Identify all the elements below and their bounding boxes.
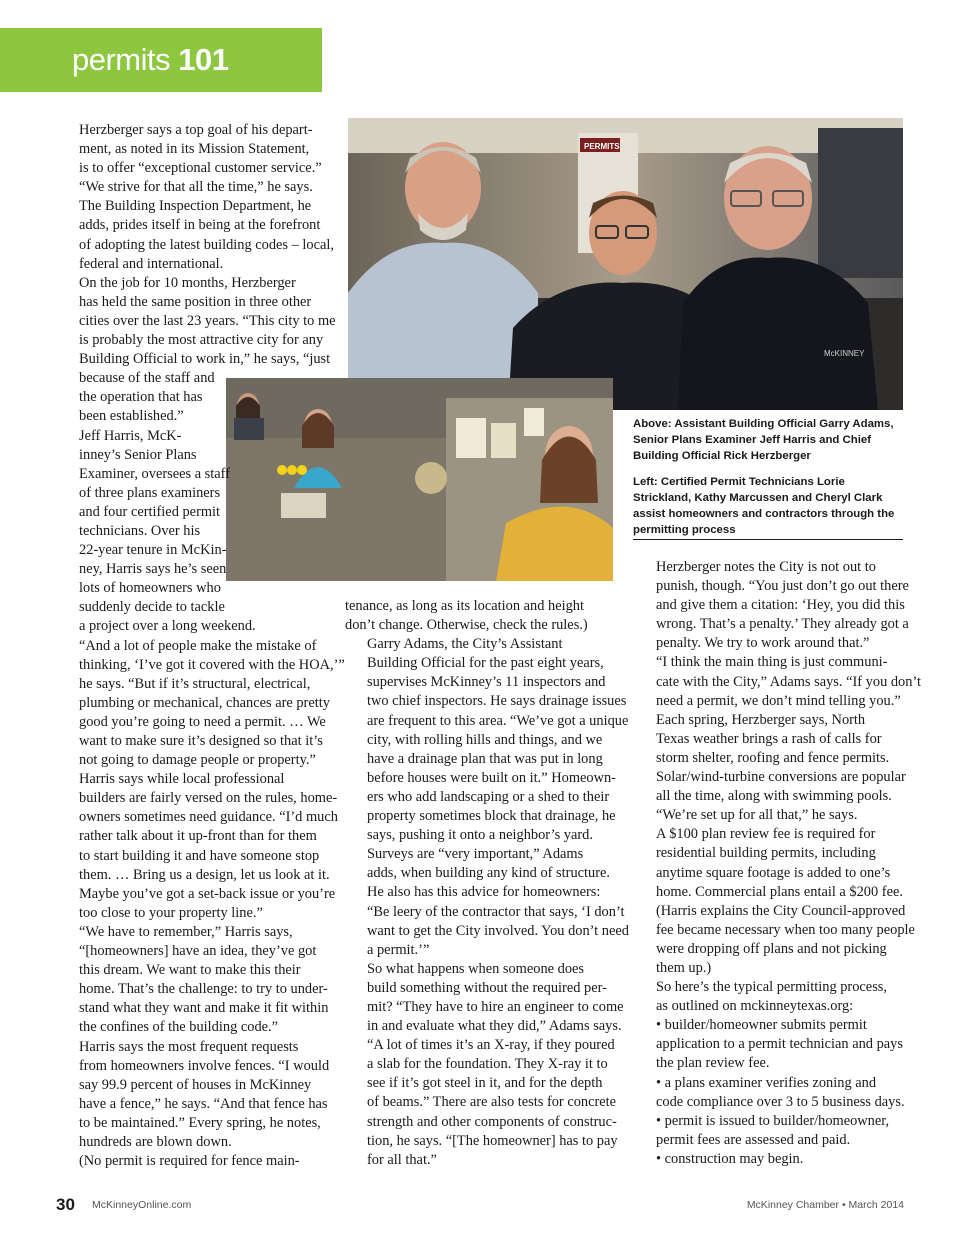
text-line: (Harris explains the City Council-approved <box>656 902 906 919</box>
text-line: suddenly decide to tackle <box>79 599 225 616</box>
text-line: Building Official to work in,” he says, “just <box>79 351 331 368</box>
text-line: say 99.9 percent of houses in McKinney <box>79 1076 312 1093</box>
text-line: and four certified permit <box>79 503 221 520</box>
text-line: (No permit is required for fence main- <box>79 1153 300 1170</box>
text-line: adds, when building any kind of structure. <box>367 865 610 882</box>
text-line: technicians. Over his <box>79 522 201 539</box>
text-line: too close to your property line.” <box>79 904 263 921</box>
text-line: build something without the required per- <box>367 979 607 996</box>
text-line: thinking, ‘I’ve got it covered with the HOA,’” <box>79 656 345 673</box>
paragraph <box>57 1152 327 1171</box>
text-line: supervises McKinney’s 11 inspectors and <box>367 674 606 691</box>
text-line: city, with rolling hills and things, and we <box>367 731 603 748</box>
text-line: for all that.” <box>367 1151 437 1168</box>
text-line: want to get the City involved. You don’t need <box>367 922 629 939</box>
text-line: So here’s the typical permitting process, <box>656 979 887 996</box>
text-line: before houses were built on it.” Homeown- <box>367 769 616 786</box>
text-line: Jeff Harris, McK- <box>79 427 182 444</box>
text-line: “A lot of times it’s an X-ray, if they poured <box>367 1037 615 1054</box>
text-line: cate with the City,” Adams says. “If you don’t <box>656 673 921 690</box>
footer-website: McKinneyOnline.com <box>92 1199 192 1211</box>
paragraph <box>57 637 345 771</box>
paragraph <box>634 825 915 978</box>
text-line: have a fence,” he says. “And that fence has <box>79 1095 328 1112</box>
text-line: 22-year tenure in McKin- <box>79 542 227 559</box>
text-line: inney’s Senior Plans <box>79 446 197 463</box>
text-line: hundreds are blown down. <box>79 1133 232 1150</box>
text-line: says, pushing it onto a neighbor’s yard. <box>367 827 593 844</box>
text-line: don’t change. Otherwise, check the rules.) <box>345 617 588 634</box>
paragraph <box>345 960 624 1170</box>
text-line: to start building it and have someone stop <box>79 847 320 864</box>
text-line: “We have to remember,” Harris says, <box>79 923 293 940</box>
paragraph <box>57 121 334 274</box>
text-line: home. That’s the challenge: to try to under- <box>79 981 328 998</box>
text-line: the confines of the building code.” <box>79 1019 279 1036</box>
caption-divider <box>633 539 903 540</box>
text-line: “[homeowners] have an idea, they’ve got <box>79 943 317 960</box>
text-line: not going to damage people or property.” <box>79 752 316 769</box>
paragraph <box>345 597 620 635</box>
text-line: Texas weather brings a rash of calls for <box>656 730 882 747</box>
text-line: two chief inspectors. He says drainage issues <box>367 693 627 710</box>
text-line: were dropping off plans and not picking <box>656 940 887 957</box>
text-line: wrong. That’s a penalty.’ They already got a <box>656 616 909 633</box>
text-line: Harris says while local professional <box>79 771 285 788</box>
text-line: • builder/homeowner submits permit <box>656 1017 867 1034</box>
text-line: rather talk about it up-front than for them <box>79 828 317 845</box>
text-line: from homeowners involve fences. “I would <box>79 1057 330 1074</box>
text-line: a project over a long weekend. <box>79 618 256 635</box>
text-line: is to offer “exceptional customer service.” <box>79 160 322 177</box>
text-line: Herzberger says a top goal of his depart- <box>79 122 313 138</box>
text-line: “We strive for that all the time,” he says. <box>79 179 313 196</box>
text-line: them up.) <box>656 959 712 976</box>
text-line: has held the same position in three other <box>79 293 312 310</box>
photo-captions <box>633 416 905 548</box>
text-line: property sometimes block that drainage, he <box>367 808 616 825</box>
text-line: because of the staff and <box>79 370 215 387</box>
paragraph <box>345 635 629 845</box>
text-line: penalty. We try to work around that.” <box>656 635 870 652</box>
paragraph <box>57 770 338 923</box>
caption-left-photo: Left: Certified Permit Technicians Lorie Strickland, Kathy Marcussen and Cheryl Clark assist homeowners and contractors through the permitting process <box>633 476 895 536</box>
text-line: tion, he says. “[The homeowner] has to pay <box>367 1132 618 1149</box>
text-line: want to make sure it’s designed so that it’s <box>79 733 323 749</box>
text-line: the operation that has <box>79 389 203 406</box>
text-line: permit fees are assessed and paid. <box>656 1131 851 1148</box>
text-line: strength and other components of construc- <box>367 1113 617 1130</box>
paragraph <box>345 845 629 960</box>
text-line: mit? “They have to hire an engineer to come <box>367 998 624 1015</box>
text-line: A $100 plan review fee is required for <box>656 826 876 843</box>
paragraph <box>57 1038 330 1153</box>
text-line: ney, Harris says he’s seen <box>79 561 227 578</box>
page-number: 30 <box>56 1195 75 1214</box>
text-line: of three plans examiners <box>79 484 221 501</box>
bullet-item <box>634 1074 909 1112</box>
text-line: home. Commercial plans entail a $200 fee. <box>656 883 903 900</box>
section-title-light: permits <box>72 42 171 77</box>
footer-separator: • <box>841 1199 846 1211</box>
text-line: owners sometimes need guidance. “I’d much <box>79 809 338 826</box>
text-line: ment, as noted in its Mission Statement, <box>79 141 310 158</box>
bullet-item <box>634 1150 909 1169</box>
text-line: He also has this advice for homeowners: <box>367 884 601 901</box>
text-line: Surveys are “very important,” Adams <box>367 846 584 863</box>
text-line: Building Official for the past eight years, <box>367 655 604 672</box>
bullet-item <box>634 1112 909 1150</box>
photo-building-officials <box>348 118 903 410</box>
text-line: storm shelter, roofing and fence permits. <box>656 749 890 766</box>
text-line: Harris says the most frequent requests <box>79 1038 299 1055</box>
text-line: Examiner, oversees a staff <box>79 465 230 482</box>
text-line: a permit.’” <box>367 941 430 958</box>
text-line: fee became necessary when too many people <box>656 921 915 938</box>
text-line: good you’re going to need a permit. … We <box>79 713 326 730</box>
text-line: Garry Adams, the City’s Assistant <box>367 636 563 653</box>
article-column-3 <box>634 558 921 1169</box>
text-line: Each spring, Herzberger says, North <box>656 711 866 728</box>
text-line: plumbing or mechanical, chances are pretty <box>79 694 330 711</box>
text-line: stand what they want and make it fit within <box>79 1000 329 1017</box>
article-column-2 <box>345 597 629 1170</box>
bullet-item <box>634 1016 909 1073</box>
text-line: Herzberger notes the City is not out to <box>656 559 876 575</box>
paragraph <box>57 923 327 1038</box>
paragraph <box>57 427 327 637</box>
text-line: “And a lot of people make the mistake of <box>79 637 317 654</box>
text-line: “We’re set up for all that,” he says. <box>656 807 858 824</box>
text-line: this dream. We want to make this their <box>79 962 301 979</box>
text-line: of beams.” There are also tests for concrete <box>367 1094 617 1111</box>
text-line: need a permit, we don’t mind telling you.” <box>656 692 901 709</box>
text-line: are frequent to this area. “We’ve got a unique <box>367 712 629 729</box>
text-line: So what happens when someone does <box>367 960 585 977</box>
text-line: them. … Bring us a design, let us look at it. <box>79 866 330 883</box>
text-line: the plan review fee. <box>656 1055 770 1072</box>
issue-date: March 2014 <box>848 1199 904 1211</box>
text-line: been established.” <box>79 408 184 425</box>
text-line: “Be leery of the contractor that says, ‘I don’t <box>367 903 625 920</box>
text-line: • permit is issued to builder/homeowner, <box>656 1112 890 1129</box>
text-line: “I think the main thing is just communi- <box>656 654 888 671</box>
text-line: residential building permits, including <box>656 845 876 862</box>
text-line: • a plans examiner verifies zoning and <box>656 1074 877 1091</box>
section-title <box>72 42 229 78</box>
section-title-bold: 101 <box>178 42 229 77</box>
text-line: application to a permit technician and pays <box>656 1036 903 1053</box>
text-line: • construction may begin. <box>656 1150 804 1167</box>
text-line: On the job for 10 months, Herzberger <box>79 274 296 291</box>
text-line: he says. “But if it’s structural, electrical, <box>79 675 311 692</box>
publication-name: McKinney Chamber <box>746 1199 840 1211</box>
text-line: have a drainage plan that was put in long <box>367 750 603 767</box>
text-line: a slab for the foundation. They X-ray it to <box>367 1056 608 1073</box>
mckinney-shirt-logo: McKINNEY <box>824 349 865 358</box>
permits-sign: PERMITS <box>584 142 620 151</box>
text-line: adds, prides itself in being at the forefront <box>79 217 321 234</box>
text-line: ers who add landscaping or a shed to their <box>367 788 610 805</box>
caption-top-photo: Above: Assistant Building Official Garry Adams, Senior Plans Examiner Jeff Harris and Chief Building Official Rick Herzberger <box>633 418 894 462</box>
text-line: and give them a citation: ‘Hey, you did this <box>656 597 905 614</box>
text-line: to be maintained.” Every spring, he notes, <box>79 1114 321 1131</box>
text-line: federal and international. <box>79 255 224 272</box>
text-line: is probably the most attractive city for any <box>79 332 324 349</box>
article-column-1 <box>57 121 345 1171</box>
text-line: lots of homeowners who <box>79 580 221 597</box>
text-line: cities over the last 23 years. “This city to me <box>79 312 336 329</box>
paragraph <box>634 558 909 653</box>
paragraph <box>57 274 336 427</box>
text-line: Maybe you’ve got a set-back issue or you’re <box>79 885 336 902</box>
text-line: all the time, along with swimming pools. <box>656 788 892 805</box>
text-line: Solar/wind-turbine conversions are popular <box>656 769 906 786</box>
paragraph <box>634 711 909 826</box>
paragraph <box>634 978 909 1016</box>
text-line: of adopting the latest building codes – local, <box>79 236 334 253</box>
text-line: as outlined on mckinneytexas.org: <box>656 998 854 1015</box>
text-line: The Building Inspection Department, he <box>79 198 312 215</box>
text-line: anytime square footage is added to one’s <box>656 864 891 881</box>
text-line: punish, though. “You just don’t go out there <box>656 578 909 595</box>
text-line: tenance, as long as its location and height <box>345 598 584 614</box>
text-line: in and evaluate what they did,” Adams says. <box>367 1018 622 1035</box>
footer-publication <box>747 1199 904 1211</box>
text-line: builders are fairly versed on the rules, home- <box>79 790 338 807</box>
text-line: code compliance over 3 to 5 business days. <box>656 1093 905 1110</box>
paragraph <box>634 653 921 710</box>
text-line: see if it’s got steel in it, and for the depth <box>367 1075 603 1092</box>
